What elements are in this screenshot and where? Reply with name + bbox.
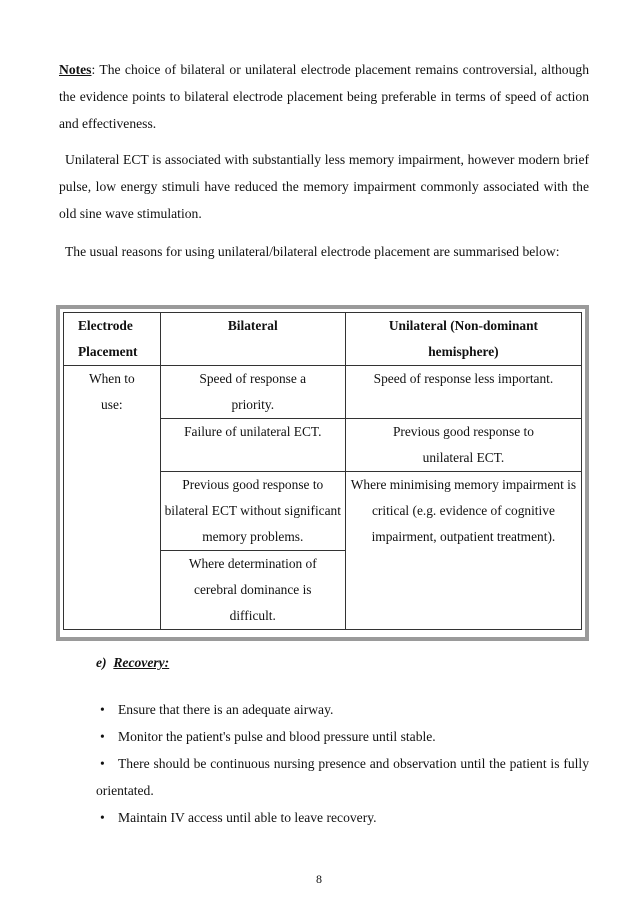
notes-text: : The choice of bilateral or unilateral electrode placement remains controversial, although the evidence points to bilateral electrode placement being preferable in terms of speed of action and effectiveness. (59, 62, 589, 131)
header-bilateral: Bilateral (160, 313, 345, 366)
when-to-use-cell: When to use: (64, 366, 161, 630)
table-header-row (64, 313, 582, 366)
recovery-bullet-list (96, 696, 589, 831)
bullet-text: Monitor the patient's pulse and blood pressure until stable. (118, 729, 436, 744)
notes-label: Notes (59, 62, 92, 77)
bilateral-cell: Failure of unilateral ECT. (160, 419, 345, 472)
unilateral-memory-paragraph: Unilateral ECT is associated with substantially less memory impairment, however modern brief pulse, low energy stimuli have reduced the memory impairment commonly associated with the old sine wave stimulation. (59, 152, 589, 221)
bullet-text: Ensure that there is an adequate airway. (118, 702, 334, 717)
bilateral-cell: Speed of response a priority. (160, 366, 345, 419)
bullet-text: Maintain IV access until able to leave recovery. (118, 810, 377, 825)
bilateral-cell: Where determination of cerebral dominance is difficult. (160, 551, 345, 630)
unilateral-cell: Speed of response less important. (345, 366, 581, 419)
placement-table-frame (56, 305, 589, 641)
electrode-placement-table (63, 312, 582, 630)
bullet-text: There should be continuous nursing presence and observation until the patient is fully orientated. (96, 756, 589, 798)
list-item (96, 723, 589, 750)
usual-reasons-paragraph: The usual reasons for using unilateral/bilateral electrode placement are summarised below: (65, 244, 560, 259)
header-unilateral: Unilateral (Non-dominant hemisphere) (345, 313, 581, 366)
unilateral-cell: Previous good response to unilateral ECT. (345, 419, 581, 472)
list-item (96, 750, 589, 804)
page-number: 8 (316, 872, 322, 886)
table-row (64, 366, 582, 419)
recovery-title: Recovery: (113, 655, 170, 670)
unilateral-cell: Where minimising memory impairment is critical (e.g. evidence of cognitive impairment, outpatient treatment). (345, 472, 581, 630)
bullet-icon: • (100, 810, 105, 825)
bilateral-cell: Previous good response to bilateral ECT without significant memory problems. (160, 472, 345, 551)
list-item (96, 804, 589, 831)
bullet-icon: • (100, 729, 105, 744)
bullet-icon: • (100, 756, 105, 771)
recovery-heading (96, 655, 169, 671)
header-electrode-placement: Electrode Placement (64, 313, 161, 366)
recovery-prefix: e) (96, 655, 107, 670)
bullet-icon: • (100, 702, 105, 717)
list-item (96, 696, 589, 723)
notes-paragraph (59, 56, 589, 137)
